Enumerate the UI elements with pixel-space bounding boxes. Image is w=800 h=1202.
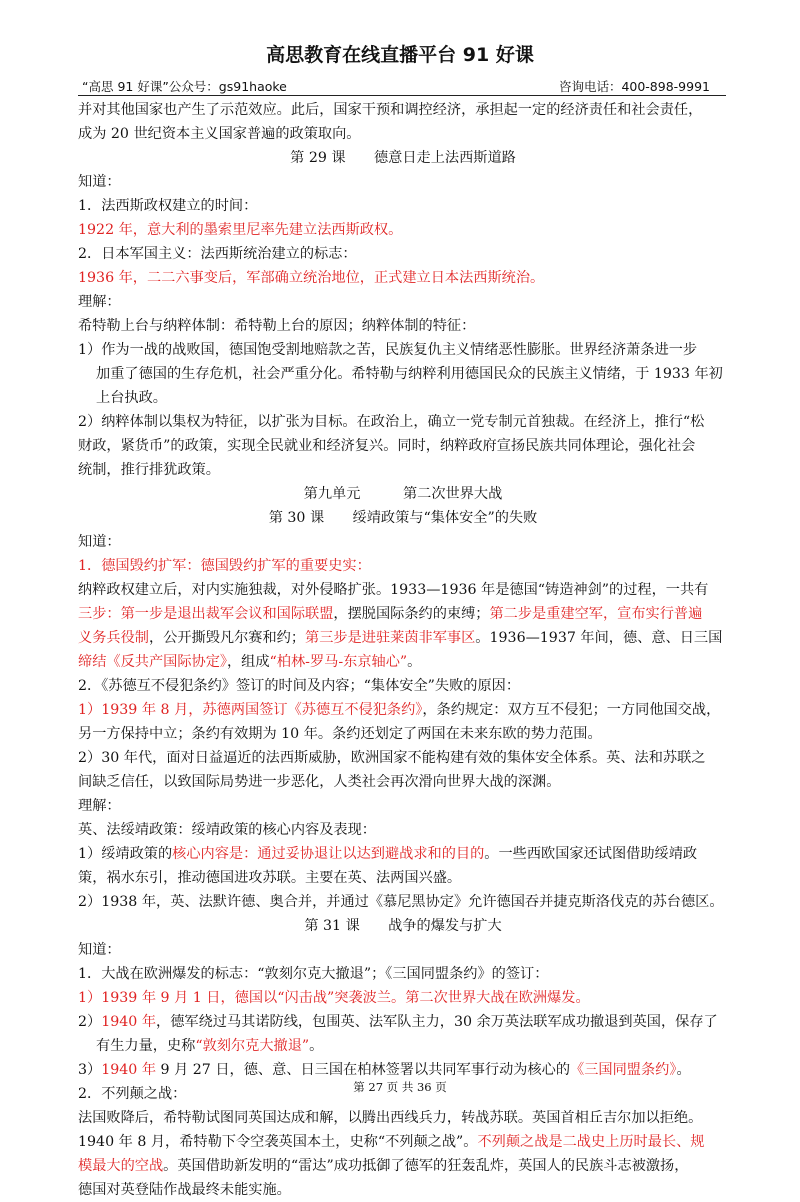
question-line: 1．法西斯政权建立的时间：	[78, 198, 258, 214]
question-line: 英、法绥靖政策：绥靖政策的核心内容及表现：	[78, 822, 376, 838]
text-line: 1）1939 年 8 月，苏德两国签订《苏德互不侵犯条约》，条约规定：双方互不侵犯；一方同他国交战，	[78, 702, 721, 718]
text-line: 1）绥靖政策的核心内容是：通过妥协退让以达到避战求和的目的。一些西欧国家还试图借助绥靖政	[78, 846, 698, 862]
section-label: 理解：	[78, 798, 121, 814]
text-line: 上台执政。	[96, 390, 167, 406]
text-line: 有生力量，史称“敦刻尔克大撤退”。	[96, 1038, 324, 1054]
section-label: 理解：	[78, 294, 121, 310]
text-line: 2）1938 年，英、法默许德、奥合并，并通过《慕尼黑协定》允许德国吞并捷克斯洛伐克的苏台德区。	[78, 894, 724, 910]
text-line: 1）作为一战的战败国，德国饱受割地赔款之苦，民族复仇主义情绪恶性膨胀。世界经济萧条进一步	[78, 342, 698, 358]
page-number: 第 27 页 共 36 页	[353, 1080, 447, 1094]
question-line: 1．德国毁约扩军：德国毁约扩军的重要史实：	[78, 558, 371, 574]
page-header-title: 高思教育在线直播平台 91 好课	[266, 44, 534, 66]
text-line: 义务兵役制，公开撕毁凡尔赛和约；第三步是进驻莱茵非军事区。1936—1937 年间，德、意、日三国	[78, 630, 723, 646]
header-divider	[78, 95, 726, 96]
lesson-30-heading: 第 30 课 绥靖政策与“集体安全”的失败	[268, 510, 538, 526]
text-line: 财政，紧货币”的政策，实现全民就业和经济复兴。同时，纳粹政府宣扬民族共同体理论，强化社会	[78, 438, 696, 454]
text-line: 2）1940 年，德军绕过马其诺防线，包围英、法军队主力，30 余万英法联军成功撤退到英国，保存了	[78, 1014, 718, 1030]
section-label: 知道：	[78, 174, 121, 190]
answer-line: 1）1939 年 9 月 1 日，德国以“闪击战”突袭波兰。第二次世界大战在欧洲爆发。	[78, 990, 590, 1006]
lesson-29-heading: 第 29 课 德意日走上法西斯道路	[290, 150, 516, 166]
text-line: 德国对英登陆作战最终未能实施。	[78, 1182, 291, 1198]
text-line: 统制，推行排犹政策。	[78, 462, 220, 478]
question-line: 2．不列颠之战：	[78, 1086, 187, 1102]
unit-9-heading: 第九单元 第二次世界大战	[303, 486, 503, 502]
answer-line: 1936 年，二二六事变后，军部确立统治地位，正式建立日本法西斯统治。	[78, 270, 545, 286]
text-line: 模最大的空战。英国借助新发明的“雷达”成功抵御了德军的狂轰乱炸，英国人的民族斗志被激扬，	[78, 1158, 689, 1174]
text-line: 三步：第一步是退出裁军会议和国际联盟，摆脱国际条约的束缚；第二步是重建空军，宣布实行普遍	[78, 606, 703, 622]
header-wechat-account: “高思 91 好课”公众号：gs91haoke	[82, 79, 287, 94]
text-line: 3）1940 年 9 月 27 日，德、意、日三国在柏林签署以共同军事行动为核心的《三国同盟条约》。	[78, 1062, 691, 1078]
header-phone: 咨询电话：400-898-9991	[558, 79, 710, 94]
text-line: 间缺乏信任，以致国际局势进一步恶化，人类社会再次滑向世界大战的深渊。	[78, 774, 561, 790]
lesson-31-heading: 第 31 课 战争的爆发与扩大	[304, 918, 502, 934]
text-line: 缔结《反共产国际协定》，组成“柏林-罗马-东京轴心”。	[78, 654, 422, 670]
text-line: 2）纳粹体制以集权为特征，以扩张为目标。在政治上，确立一党专制元首独裁。在经济上，推行“松	[78, 414, 705, 430]
text-line: 加重了德国的生存危机，社会严重分化。希特勒与纳粹利用德国民众的民族主义情绪，于 1933 年初	[96, 366, 723, 382]
text-line: 1940 年 8 月，希特勒下令空袭英国本土，史称“不列颠之战”。不列颠之战是二战史上历时最长、规	[78, 1134, 705, 1150]
section-label: 知道：	[78, 942, 121, 958]
question-line: 希特勒上台与纳粹体制：希特勒上台的原因；纳粹体制的特征：	[78, 318, 476, 334]
question-line: 1．大战在欧洲爆发的标志：“敦刻尔克大撤退”；《三国同盟条约》的签订：	[78, 966, 549, 982]
document-body	[78, 98, 728, 1202]
section-label: 知道：	[78, 534, 121, 550]
text-line: 策，祸水东引，推动德国进攻苏联。主要在英、法两国兴盛。	[78, 870, 462, 886]
text-line: 2）30 年代，面对日益逼近的法西斯威胁，欧洲国家不能构建有效的集体安全体系。英、法和苏联之	[78, 750, 706, 766]
text-line: 法国败降后，希特勒试图同英国达成和解，以腾出西线兵力，转战苏联。英国首相丘吉尔加以拒绝。	[78, 1110, 703, 1126]
text-line: 成为 20 世纪资本主义国家普遍的政策取向。	[78, 126, 361, 142]
question-line: 2．日本军国主义：法西斯统治建立的标志：	[78, 246, 357, 262]
text-line: 并对其他国家也产生了示范效应。此后，国家干预和调控经济，承担起一定的经济责任和社会责任，	[78, 102, 703, 118]
text-line: 纳粹政权建立后，对内实施独裁，对外侵略扩张。1933—1936 年是德国“铸造神剑”的过程，一共有	[78, 582, 709, 598]
question-line: 2．《苏德互不侵犯条约》签订的时间及内容；“集体安全”失败的原因：	[78, 678, 521, 694]
text-line: 另一方保持中立；条约有效期为 10 年。条约还划定了两国在未来东欧的势力范围。	[78, 726, 602, 742]
answer-line: 1922 年，意大利的墨索里尼率先建立法西斯政权。	[78, 222, 403, 238]
